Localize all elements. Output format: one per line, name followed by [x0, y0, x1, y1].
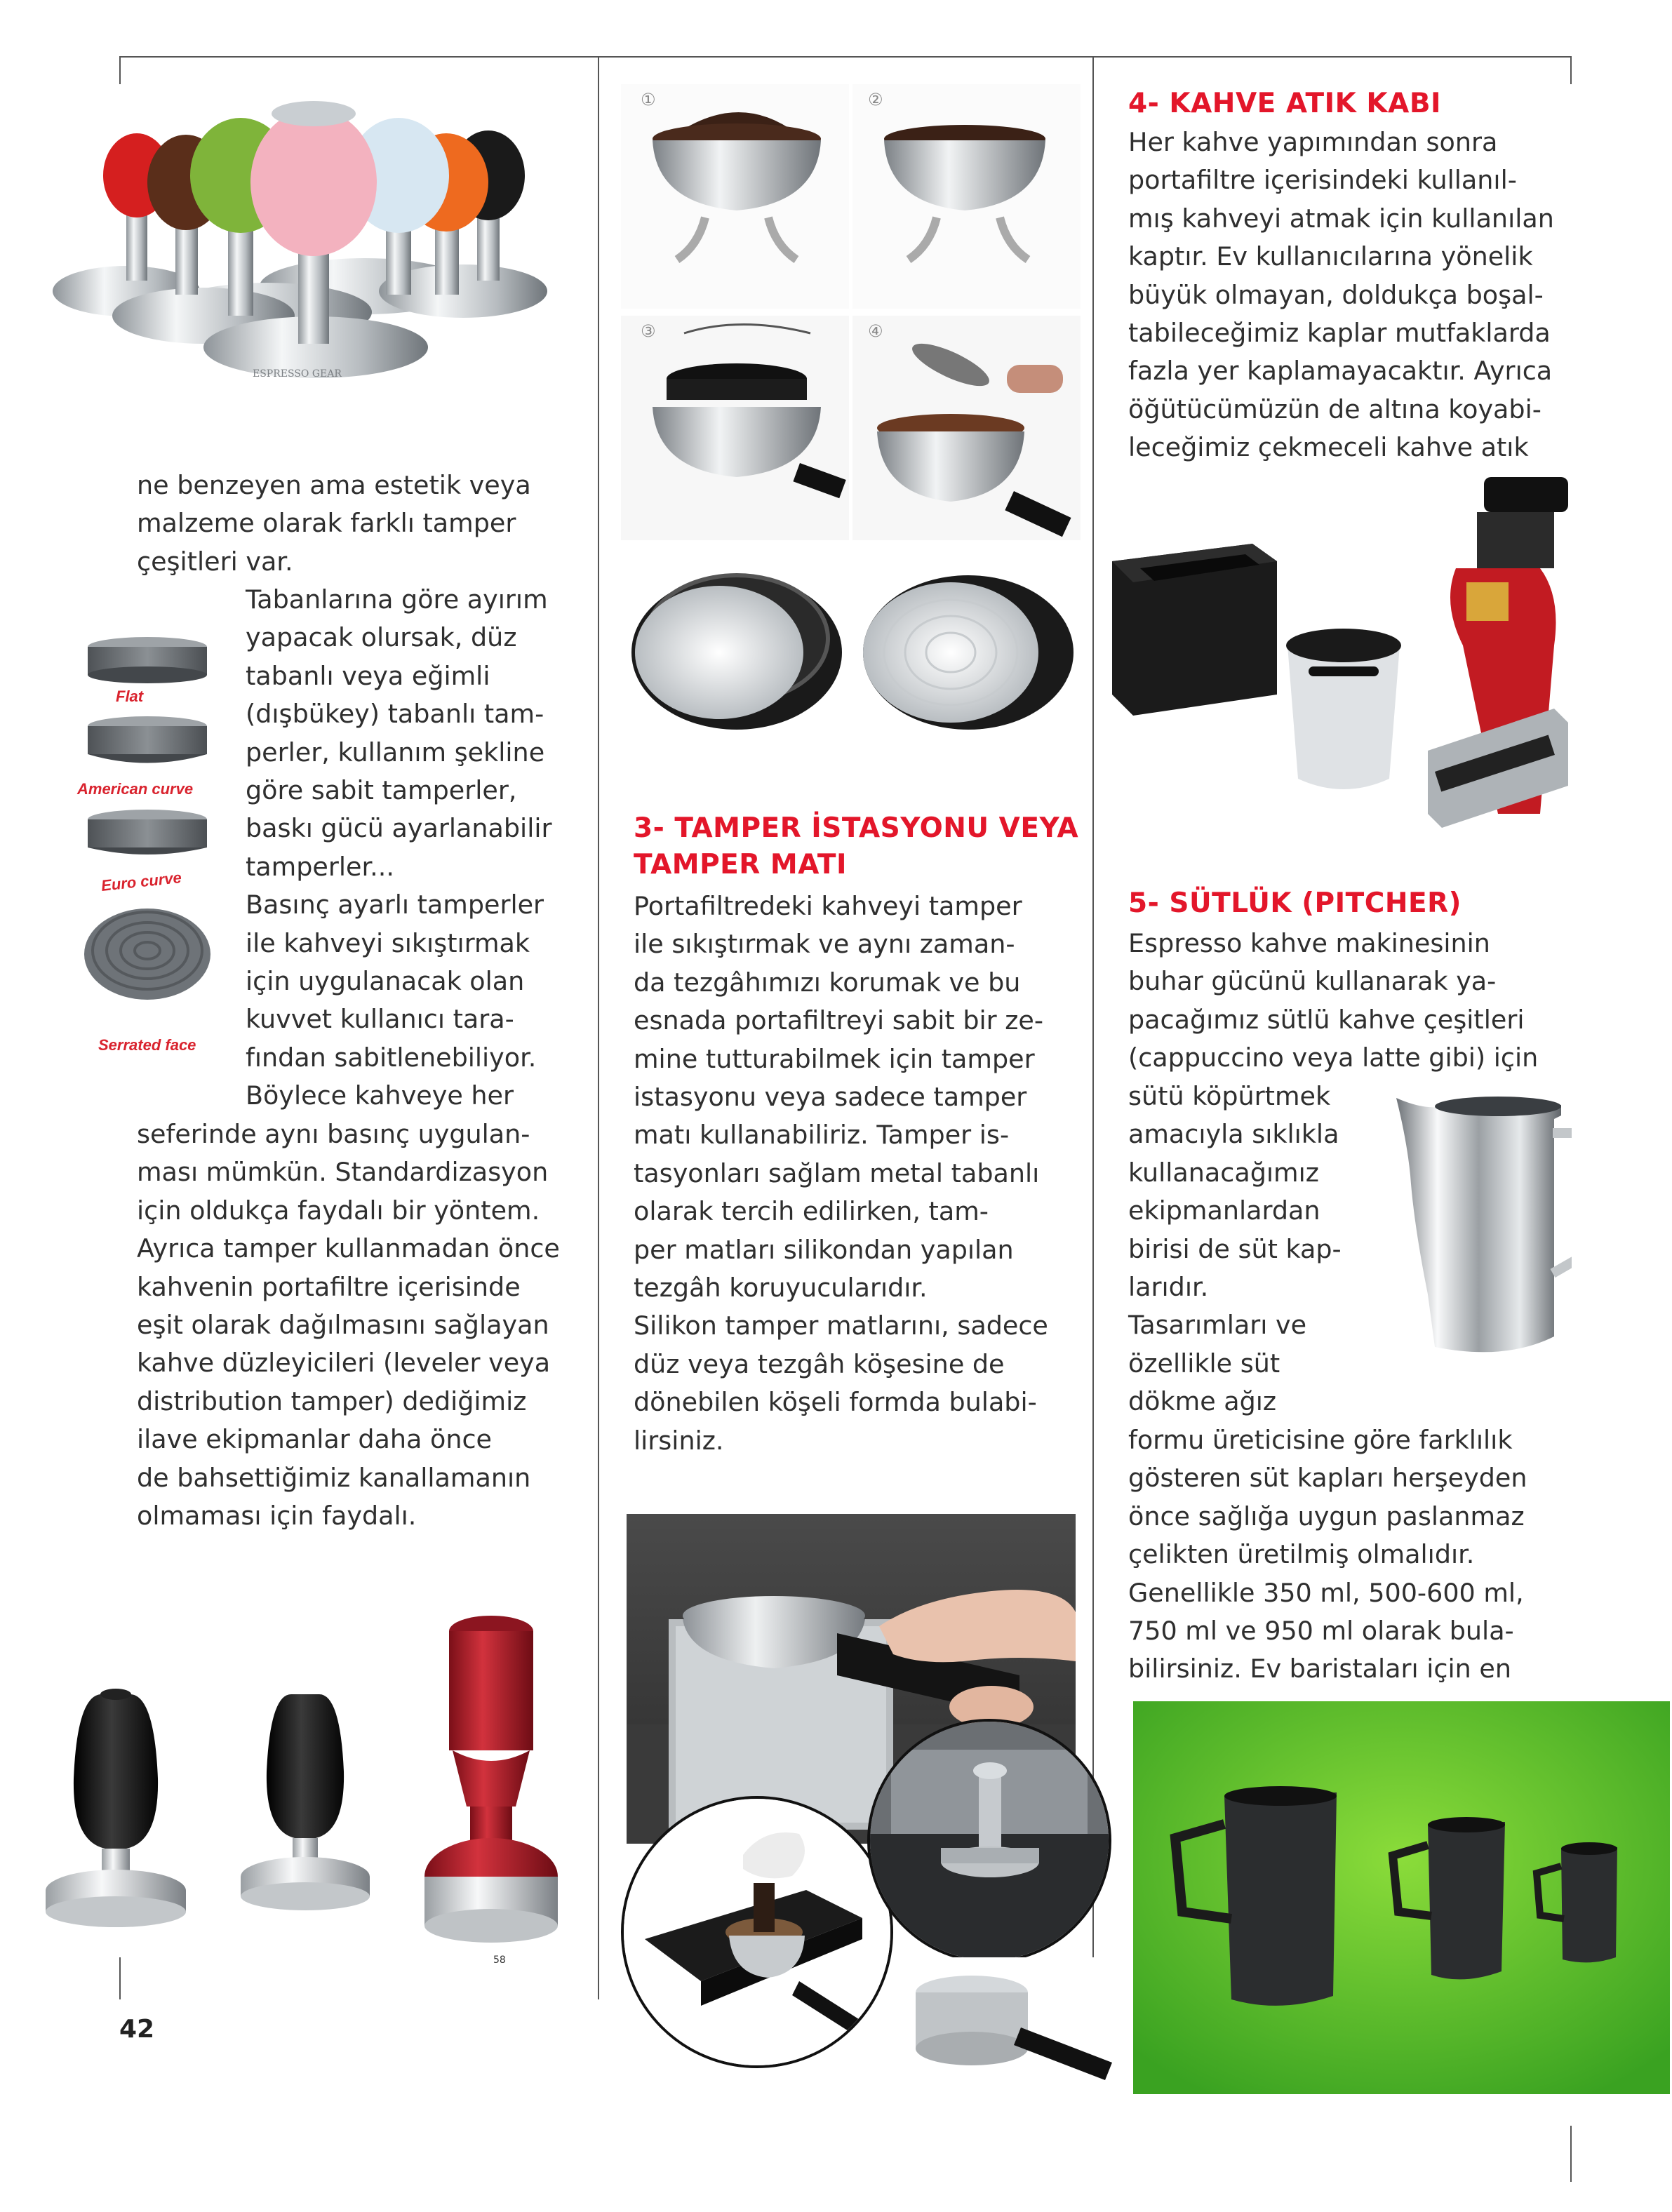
column-divider-right	[1092, 56, 1094, 1999]
text-line: fazla yer kaplamayacaktır. Ayrıca	[1128, 356, 1553, 387]
text-line: Genellikle 350 ml, 500-600 ml,	[1128, 1577, 1524, 1608]
tamping-steps-photo	[621, 84, 1081, 540]
text-line: kullanacağımız	[1128, 1157, 1319, 1188]
text-line: portafiltre içerisindeki kullanıl-	[1128, 165, 1517, 196]
colorful-tampers-photo	[42, 70, 575, 421]
text-line: Basınç ayarlı tamperler	[246, 890, 544, 920]
text-line: esnada portafiltreyi sabit bir ze-	[634, 1005, 1044, 1036]
text-line: Portafiltredeki kahveyi tamper	[634, 891, 1022, 921]
base-label-flat: Flat	[116, 688, 144, 705]
text-line: tezgâh koruyucularıdır.	[634, 1273, 928, 1303]
text-line: buhar gücünü kullanarak ya-	[1128, 966, 1497, 997]
text-line: (cappuccino veya latte gibi) için	[1128, 1043, 1539, 1073]
text-line: öğütücümüzün de altına koyabi-	[1128, 394, 1541, 424]
text-line: kaptır. Ev kullanıcılarına yönelik	[1128, 241, 1533, 272]
text-line: pacağımız sütlü kahve çeşitleri	[1128, 1004, 1525, 1035]
text-line: lirsiniz.	[634, 1425, 724, 1456]
text-line: ile sıkıştırmak ve aynı zaman-	[634, 929, 1015, 960]
section4-body	[1128, 123, 1563, 505]
step-3-number: ③	[641, 321, 656, 341]
base-label-american: American curve	[77, 780, 194, 798]
text-line: fından sabitlenebiliyor.	[246, 1042, 537, 1073]
text-line: için oldukça faydalı bir yöntem.	[137, 1195, 540, 1226]
text-line: çeşitleri var.	[137, 546, 293, 577]
text-line: çelikten üretilmiş olmalıdır.	[1128, 1539, 1475, 1570]
step-1-number: ①	[641, 90, 656, 109]
text-line: tasyonları sağlam metal tabanlı	[634, 1158, 1040, 1188]
heading-line: 3- TAMPER İSTASYONU VEYA	[634, 812, 1079, 844]
text-line: düz veya tezgâh köşesine de	[634, 1348, 1005, 1379]
text-line: formu üreticisine göre farklılık	[1128, 1425, 1513, 1455]
tamper-brand-text: ESPRESSO GEAR	[253, 368, 342, 380]
frame-top-rule	[119, 56, 1572, 58]
tamper-base-types-diagram	[56, 631, 232, 1066]
text-line: Böylece kahveye her	[246, 1080, 514, 1111]
frame-right-rule-bottom	[1570, 2126, 1572, 2182]
text-line: dökme ağız	[1128, 1386, 1277, 1417]
tamper-size-text: 58	[493, 1955, 506, 1966]
text-line: sütü köpürtmek	[1128, 1081, 1331, 1111]
text-line: da tezgâhımızı korumak ve bu	[634, 967, 1021, 998]
text-line: Her kahve yapımından sonra	[1128, 127, 1498, 157]
text-line: göre sabit tamperler,	[246, 775, 517, 806]
step-4-number: ④	[868, 321, 883, 341]
text-line: eşit olarak dağılmasını sağlayan	[137, 1310, 549, 1341]
text-line: olarak tercih edilirken, tam-	[634, 1196, 989, 1227]
text-line: larıdır.	[1128, 1272, 1209, 1303]
section3-heading	[634, 810, 1083, 883]
base-label-euro: Euro curve	[100, 869, 182, 894]
text-line: distribution tamper) dediğimiz	[137, 1386, 527, 1416]
section5-body-narrow	[1128, 1078, 1381, 1421]
col1-intro-text	[137, 467, 586, 581]
text-line: per matları silikondan yapılan	[634, 1234, 1014, 1265]
text-line: birisi de süt kap-	[1128, 1233, 1342, 1264]
text-line: ne benzeyen ama estetik veya	[137, 470, 531, 500]
text-line: kahvenin portafiltre içerisinde	[137, 1271, 521, 1302]
page-number: 42	[119, 2015, 155, 2044]
col1-tail-text	[137, 1115, 586, 1535]
text-line: (dışbükey) tabanlı tam-	[246, 699, 544, 730]
text-line: özellikle süt	[1128, 1348, 1280, 1379]
text-line: tamperler...	[246, 851, 394, 882]
text-line: önce sağlığa uygun paslanmaz	[1128, 1501, 1525, 1531]
distribution-tools-photo	[621, 547, 1081, 765]
text-line: Silikon tamper matlarını, sadece	[634, 1311, 1048, 1341]
text-line: ması mümkün. Standardizasyon	[137, 1157, 549, 1188]
text-line: mine tutturabilmek için tamper	[634, 1043, 1035, 1074]
portafilter-photo	[902, 1957, 1126, 2098]
text-line: leceğimiz çekmeceli kahve atık	[1128, 432, 1529, 463]
tamper-station-round-photo	[867, 1719, 1111, 1963]
base-label-serrated: Serrated face	[98, 1036, 196, 1054]
text-line: ekipmanlardan	[1128, 1195, 1320, 1226]
text-line: perler, kullanım şekline	[246, 737, 545, 768]
text-line: olmaması için faydalı.	[137, 1501, 417, 1531]
text-line: mış kahveyi atmak için kullanılan	[1128, 203, 1554, 234]
section3-body	[634, 887, 1083, 1460]
text-line: Tabanlarına göre ayırım	[246, 584, 548, 615]
text-line: yapacak olursak, düz	[246, 622, 517, 653]
text-line: baskı gücü ayarlanabilir	[246, 813, 552, 844]
col1-base-text	[246, 581, 582, 1115]
section5-heading: 5- SÜTLÜK (PITCHER)	[1128, 887, 1462, 919]
text-line: ilave ekipmanlar daha önce	[137, 1424, 493, 1455]
knock-box-photo	[1105, 463, 1572, 870]
text-line: matı kullanabiliriz. Tamper is-	[634, 1120, 1010, 1151]
section4-heading: 4- KAHVE ATIK KABI	[1128, 88, 1442, 119]
text-line: Ayrıca tamper kullanmadan önce	[137, 1233, 560, 1264]
section5-body-full	[1128, 925, 1563, 1078]
frame-right-rule	[1570, 56, 1572, 84]
text-line: 750 ml ve 950 ml olarak bula-	[1128, 1616, 1514, 1647]
text-line: istasyonu veya sadece tamper	[634, 1082, 1027, 1113]
step-2-number: ②	[868, 90, 883, 109]
text-line: seferinde aynı basınç uygulan-	[137, 1119, 530, 1149]
text-line: ile kahveyi sıkıştırmak	[246, 927, 530, 958]
text-line: tabileceğimiz kaplar mutfaklarda	[1128, 318, 1551, 349]
text-line: bilirsiniz. Ev baristaları için en	[1128, 1654, 1511, 1684]
text-line: Tasarımları ve	[1128, 1310, 1307, 1341]
tampers-product-photo	[32, 1596, 586, 1989]
text-line: dönebilen köşeli formda bulabi-	[634, 1387, 1037, 1418]
text-line: büyük olmayan, doldukça boşal-	[1128, 279, 1544, 310]
text-line: de bahsettiğimiz kanallamanın	[137, 1462, 531, 1493]
tamper-mat-round-photo	[621, 1796, 893, 2068]
text-line: amacıyla sıklıkla	[1128, 1119, 1339, 1150]
milk-pitcher-photo	[1386, 1084, 1572, 1372]
text-line: tabanlı veya eğimli	[246, 660, 490, 691]
text-line: kahve düzleyicileri (leveler veya	[137, 1348, 551, 1379]
column-divider-left	[598, 56, 599, 1999]
text-line: kuvvet kullanıcı tara-	[246, 1004, 514, 1035]
text-line: gösteren süt kapları herşeyden	[1128, 1463, 1527, 1494]
heading-line: TAMPER MATI	[634, 849, 847, 880]
text-line: malzeme olarak farklı tamper	[137, 508, 516, 539]
text-line: için uygulanacak olan	[246, 966, 525, 997]
section5-body-tail	[1128, 1421, 1563, 1689]
text-line: Espresso kahve makinesinin	[1128, 928, 1490, 958]
black-pitchers-photo	[1133, 1701, 1670, 2094]
